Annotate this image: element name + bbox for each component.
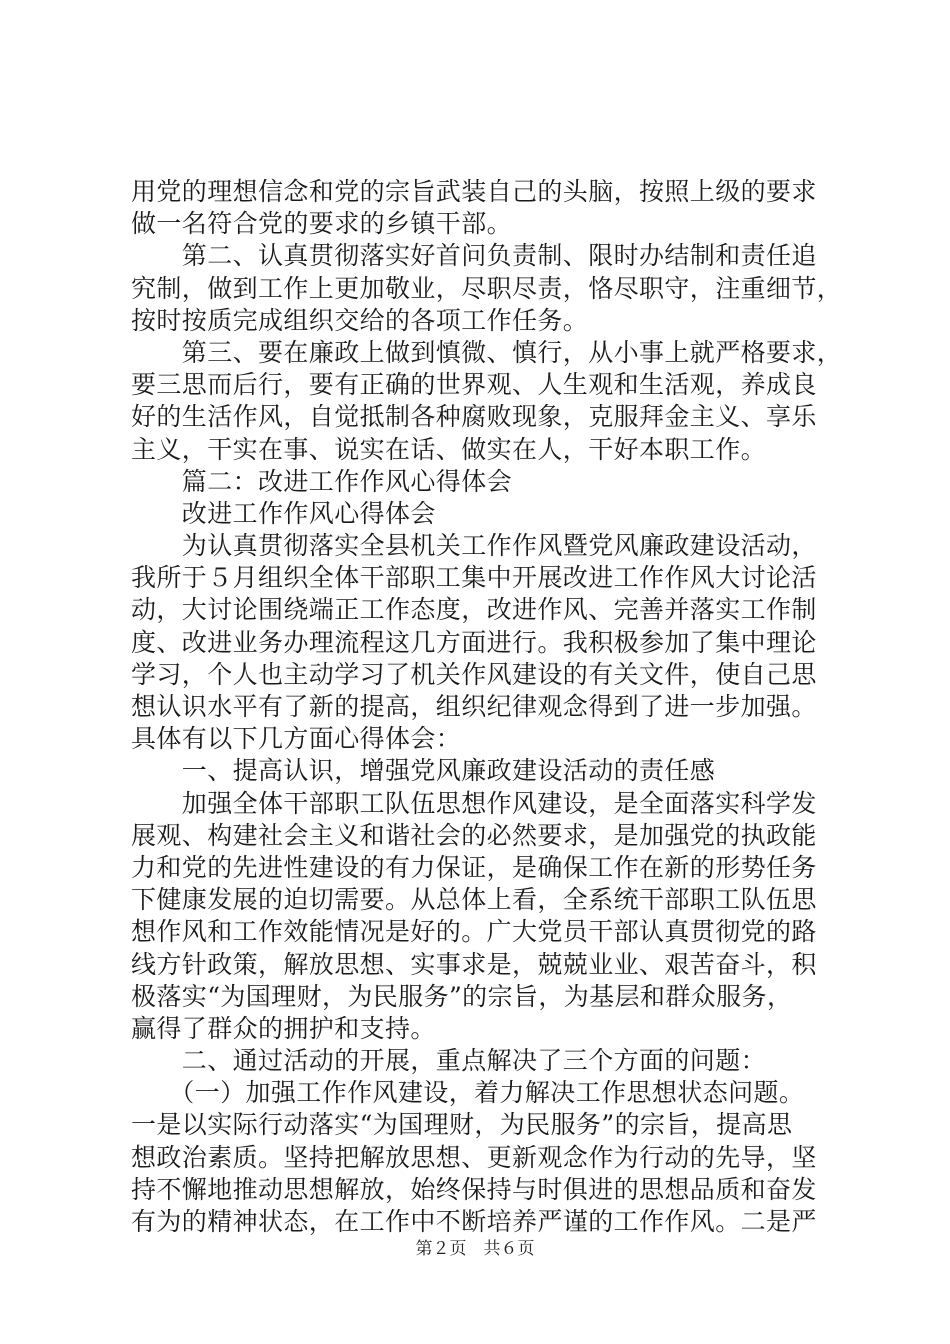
text-line: 极落实“为国理财，为民服务”的宗旨，为基层和群众服务，: [131, 981, 793, 1011]
text-line: 加强全体干部职工队伍思想作风建设，是全面落实科学发: [131, 788, 817, 818]
subsection-heading: 二、通过活动的开展，重点解决了三个方面的问题：: [131, 1046, 767, 1076]
text-line: 度、改进业务办理流程这几方面进行。我积极参加了集中理论: [131, 627, 817, 657]
section-heading: 篇二：改进工作作风心得体会: [131, 466, 513, 496]
text-line: 好的生活作风，自觉抵制各种腐败现象，克服拜金主义、享乐: [131, 402, 817, 432]
body-text: [131, 176, 843, 1238]
text-line: 第三、要在廉政上做到慎微、慎行，从小事上就严格要求，: [131, 337, 843, 367]
text-line: 具体有以下几方面心得体会：: [131, 724, 462, 754]
page-footer: [0, 1238, 950, 1260]
text-line: 做一名符合党的要求的乡镇干部。: [131, 209, 513, 239]
text-line: 要三思而后行，要有正确的世界观、人生观和生活观，养成良: [131, 370, 817, 400]
text-line: 动，大讨论围绕端正工作态度，改进作风、完善并落实工作制: [131, 595, 817, 625]
text-line: 赢得了群众的拥护和支持。: [131, 1013, 436, 1043]
text-line: 我所于５月组织全体干部职工集中开展改进工作作风大讨论活: [131, 563, 817, 593]
text-line: 下健康发展的迫切需要。从总体上看，全系统干部职工队伍思: [131, 885, 817, 915]
page-number: 第２页 共６页: [415, 1239, 535, 1259]
text-line: 一是以实际行动落实“为国理财，为民服务”的宗旨，提高思: [131, 1110, 793, 1140]
subsection-heading: 一、提高认识，增强党风廉政建设活动的责任感: [131, 756, 716, 786]
text-line: 主义，干实在事、说实在话、做实在人，干好本职工作。: [131, 434, 767, 464]
text-line: 想作风和工作效能情况是好的。广大党员干部认真贯彻党的路: [131, 917, 817, 947]
text-line: 第二、认真贯彻落实好首问负责制、限时办结制和责任追: [131, 241, 817, 271]
text-line: 想认识水平有了新的提高，组织纪律观念得到了进一步加强。: [131, 692, 817, 721]
text-line: 持不懈地推动思想解放，始终保持与时俱进的思想品质和奋发: [131, 1174, 817, 1204]
text-line: 用党的理想信念和党的宗旨武装自己的头脑，按照上级的要求: [131, 177, 817, 206]
text-line: 为认真贯彻落实全县机关工作作风暨党风廉政建设活动，: [131, 531, 817, 561]
text-line: （一）加强工作作风建设，着力解决工作思想状态问题。: [131, 1078, 805, 1108]
text-line: 线方针政策，解放思想、实事求是，兢兢业业、艰苦奋斗，积: [131, 949, 817, 979]
text-line: 按时按质完成组织交给的各项工作任务。: [131, 305, 589, 335]
text-line: 究制，做到工作上更加敬业，尽职尽责，恪尽职守，注重细节，: [131, 273, 843, 303]
article-title: 改进工作作风心得体会: [131, 498, 436, 528]
text-line: 展观、构建社会主义和谐社会的必然要求，是加强党的执政能: [131, 820, 817, 850]
text-line: 学习，个人也主动学习了机关作风建设的有关文件，使自己思: [131, 659, 817, 689]
text-line: 力和党的先进性建设的有力保证，是确保工作在新的形势任务: [131, 852, 817, 882]
text-line: 想政治素质。坚持把解放思想、更新观念作为行动的先导，坚: [131, 1142, 817, 1172]
text-line: 有为的精神状态，在工作中不断培养严谨的工作作风。二是严: [131, 1207, 817, 1236]
